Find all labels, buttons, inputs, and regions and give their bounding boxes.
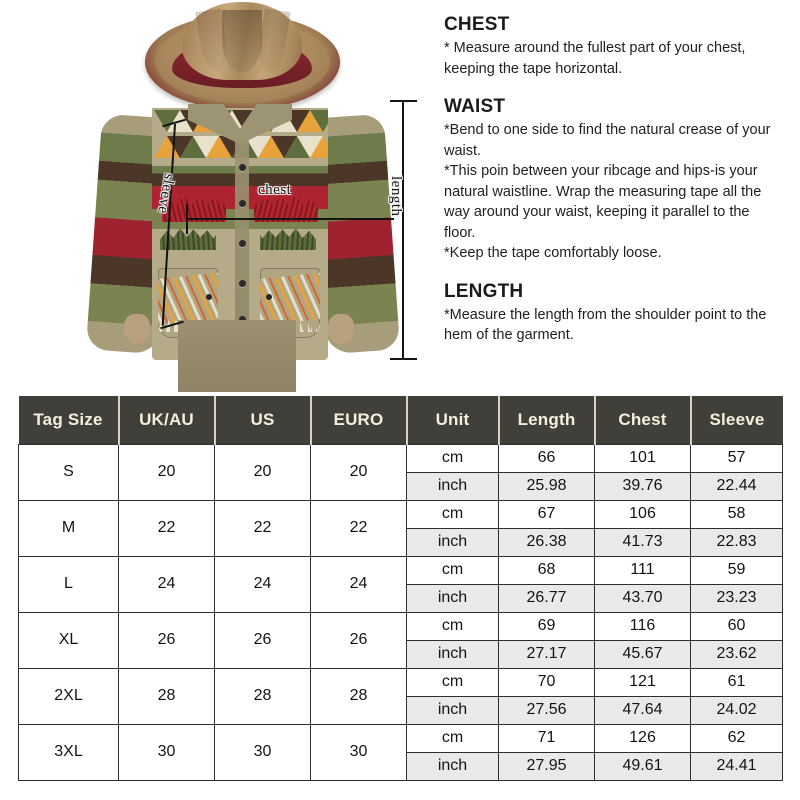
chest-cell: 41.73: [595, 528, 691, 556]
us-cell: 30: [215, 724, 311, 780]
sleeve-cell: 60: [691, 612, 783, 640]
unit-cell: inch: [407, 640, 499, 668]
column-header-length: Length: [499, 396, 595, 444]
chest-instruction-body: * Measure around the fullest part of your chest, keeping the tape horizontal.: [444, 40, 746, 77]
euro-cell: 28: [311, 668, 407, 724]
sleeve-cell: 23.23: [691, 584, 783, 612]
sleeve-cell: 61: [691, 668, 783, 696]
length-measure-cap-bottom: [390, 358, 417, 360]
chest-cell: 39.76: [595, 472, 691, 500]
chest-cell: 106: [595, 500, 691, 528]
unit-cell: inch: [407, 696, 499, 724]
pocket-snap: [266, 294, 272, 300]
length-cell: 66: [499, 444, 595, 472]
chest-measure-line: [186, 218, 394, 220]
chest-cell: 101: [595, 444, 691, 472]
sleeve-cell: 57: [691, 444, 783, 472]
jacket-button: [239, 164, 246, 171]
length-cell: 25.98: [499, 472, 595, 500]
unit-cell: cm: [407, 668, 499, 696]
chest-cell: 49.61: [595, 752, 691, 780]
sleeve-cell: 23.62: [691, 640, 783, 668]
uk-au-cell: 20: [119, 444, 215, 500]
column-header-tag-size: Tag Size: [19, 396, 119, 444]
sleeve-cell: 59: [691, 556, 783, 584]
size-cell: S: [19, 444, 119, 500]
unit-cell: cm: [407, 500, 499, 528]
jacket-button: [239, 280, 246, 287]
length-cell: 26.77: [499, 584, 595, 612]
table-row: [19, 444, 783, 472]
us-cell: 24: [215, 556, 311, 612]
chest-cell: 126: [595, 724, 691, 752]
uk-au-cell: 30: [119, 724, 215, 780]
unit-cell: inch: [407, 584, 499, 612]
length-cell: 71: [499, 724, 595, 752]
trousers: [178, 320, 296, 392]
chest-cell: 121: [595, 668, 691, 696]
column-header-unit: Unit: [407, 396, 499, 444]
euro-cell: 20: [311, 444, 407, 500]
pocket-snap: [206, 294, 212, 300]
us-cell: 20: [215, 444, 311, 500]
us-cell: 22: [215, 500, 311, 556]
sleeve-cell: 22.44: [691, 472, 783, 500]
unit-cell: cm: [407, 556, 499, 584]
uk-au-cell: 22: [119, 500, 215, 556]
table-header-row: [19, 396, 783, 444]
model-illustration: [60, 0, 420, 392]
column-header-chest: Chest: [595, 396, 691, 444]
hand-right: [328, 314, 354, 344]
length-cell: 27.56: [499, 696, 595, 724]
length-measure-line: [402, 100, 404, 360]
fedora-crease-center: [222, 10, 262, 72]
hand-left: [124, 314, 150, 344]
chest-cell: 43.70: [595, 584, 691, 612]
uk-au-cell: 24: [119, 556, 215, 612]
column-header-euro: EURO: [311, 396, 407, 444]
unit-cell: cm: [407, 444, 499, 472]
length-cell: 69: [499, 612, 595, 640]
euro-cell: 24: [311, 556, 407, 612]
sleeve-measure-label: sleeve: [154, 172, 177, 215]
length-cell: 27.17: [499, 640, 595, 668]
uk-au-cell: 28: [119, 668, 215, 724]
table-body: [19, 444, 783, 780]
table-row: [19, 500, 783, 528]
length-measure-cap-top: [390, 100, 417, 102]
jacket-button: [239, 240, 246, 247]
column-header-sleeve: Sleeve: [691, 396, 783, 444]
us-cell: 26: [215, 612, 311, 668]
size-guide-top-section: [0, 0, 800, 392]
length-cell: 67: [499, 500, 595, 528]
table-row: [19, 668, 783, 696]
unit-cell: inch: [407, 528, 499, 556]
sleeve-cell: 24.41: [691, 752, 783, 780]
length-instruction-title: LENGTH: [444, 280, 524, 302]
chest-cell: 116: [595, 612, 691, 640]
chest-measure-cap-left: [186, 204, 188, 234]
table-row: [19, 556, 783, 584]
spacer: [444, 264, 780, 281]
size-chart-table-container: [18, 396, 782, 781]
size-cell: 3XL: [19, 724, 119, 780]
column-header-uk-au: UK/AU: [119, 396, 215, 444]
sleeve-cell: 58: [691, 500, 783, 528]
spacer: [444, 79, 780, 96]
column-header-us: US: [215, 396, 311, 444]
length-cell: 70: [499, 668, 595, 696]
table-row: [19, 724, 783, 752]
sleeve-cell: 62: [691, 724, 783, 752]
chest-measure-label: chest: [258, 182, 292, 198]
euro-cell: 26: [311, 612, 407, 668]
us-cell: 28: [215, 668, 311, 724]
unit-cell: cm: [407, 724, 499, 752]
size-cell: 2XL: [19, 668, 119, 724]
euro-cell: 30: [311, 724, 407, 780]
length-measure-label: length: [388, 176, 404, 217]
measurement-instructions: [444, 14, 780, 346]
size-cell: XL: [19, 612, 119, 668]
chest-cell: 45.67: [595, 640, 691, 668]
size-cell: L: [19, 556, 119, 612]
length-instruction-body: *Measure the length from the shoulder point to the hem of the garment.: [444, 306, 767, 343]
sleeve-cell: 22.83: [691, 528, 783, 556]
size-cell: M: [19, 500, 119, 556]
chest-instruction-title: CHEST: [444, 14, 510, 35]
length-cell: 68: [499, 556, 595, 584]
jacket-button: [239, 200, 246, 207]
chest-cell: 111: [595, 556, 691, 584]
waist-instruction-body: *Bend to one side to find the natural crease of your waist. *This poin between your ribcage and hips-is your natural waistline. Wrap the measuring tape all the way around your waist, keeping it parallel to the floor. *Keep the tape comfortably loose.: [444, 122, 771, 261]
unit-cell: cm: [407, 612, 499, 640]
unit-cell: inch: [407, 752, 499, 780]
size-chart-table: [18, 396, 783, 781]
unit-cell: inch: [407, 472, 499, 500]
table-row: [19, 612, 783, 640]
waist-instruction-title: WAIST: [444, 96, 506, 117]
length-cell: 27.95: [499, 752, 595, 780]
product-photo: [60, 0, 420, 392]
uk-au-cell: 26: [119, 612, 215, 668]
sleeve-cell: 24.02: [691, 696, 783, 724]
chest-cell: 47.64: [595, 696, 691, 724]
length-cell: 26.38: [499, 528, 595, 556]
euro-cell: 22: [311, 500, 407, 556]
